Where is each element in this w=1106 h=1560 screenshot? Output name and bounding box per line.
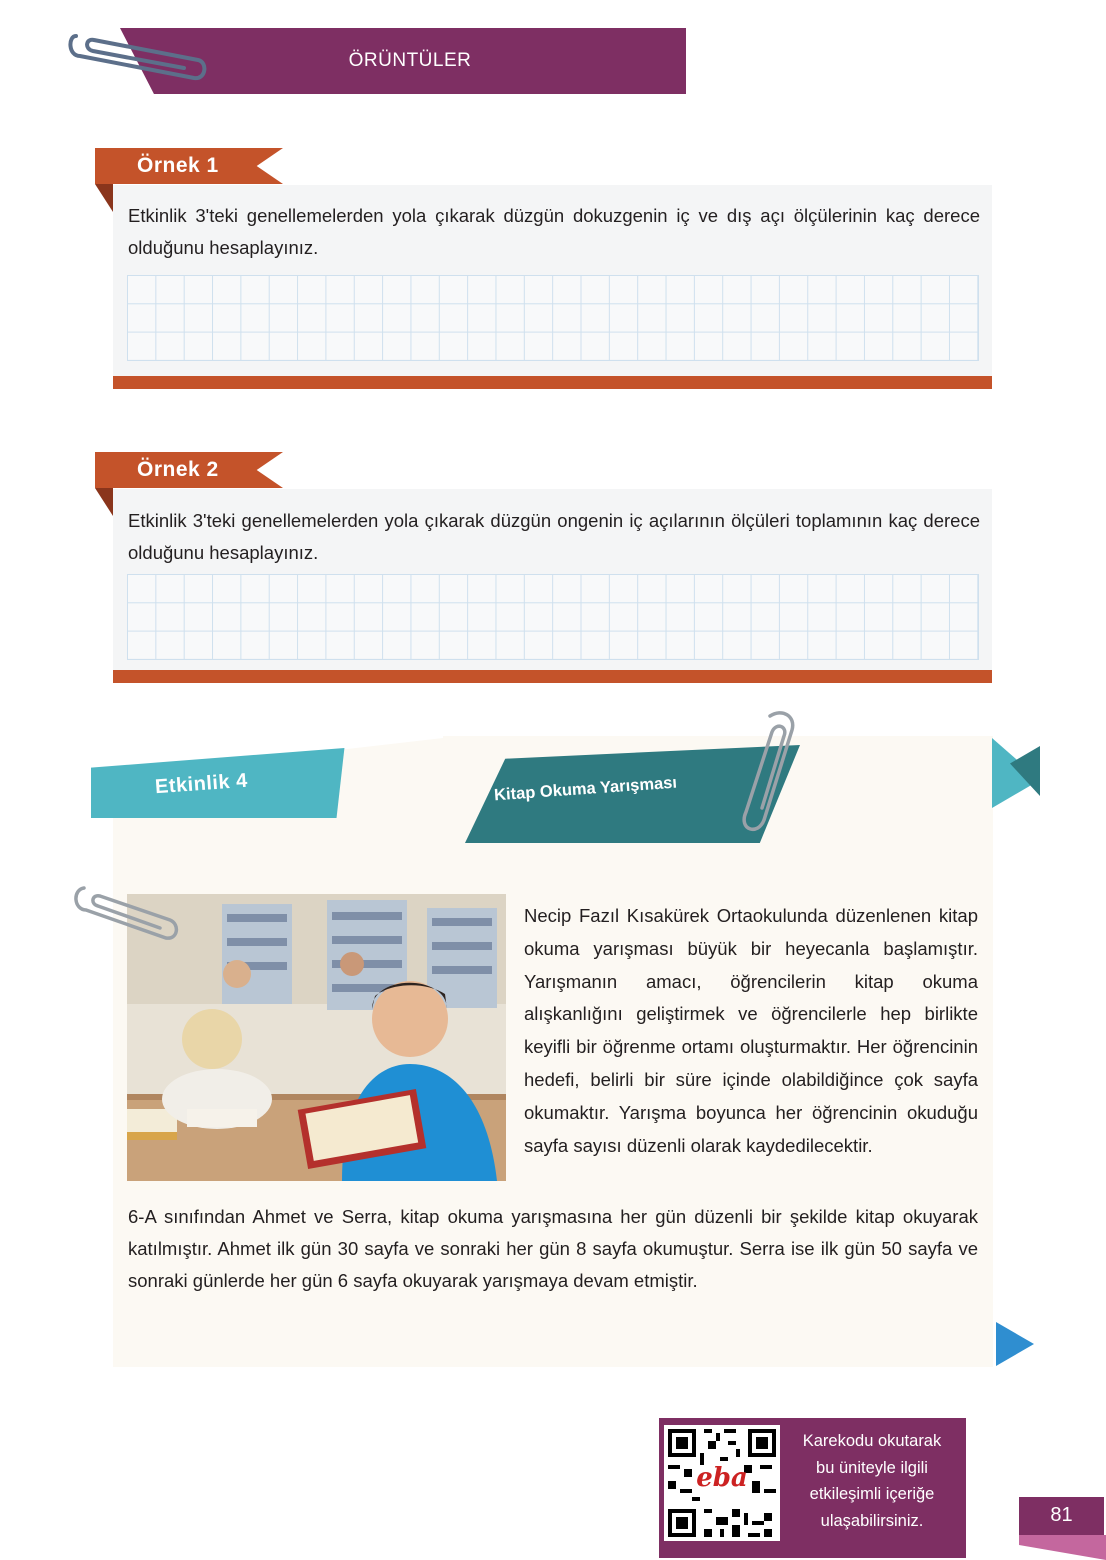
example-2-text: Etkinlik 3'teki genellemelerden yola çıkarak düzgün ongenin iç açılarının ölçüleri toplamının kaç derece olduğunu hesaplayınız.	[128, 510, 980, 563]
tag-fold	[95, 488, 113, 516]
example-1-text: Etkinlik 3'teki genellemelerden yola çıkarak düzgün dokuzgenin iç ve dış açı ölçülerinin kaç derece olduğunu hesaplayınız.	[128, 205, 980, 258]
page-title: ÖRÜNTÜLER	[348, 50, 472, 71]
qr-caption-line: ulaşabilirsiniz.	[820, 1511, 924, 1530]
qr-caption-line: bu üniteyle ilgili	[816, 1458, 928, 1477]
next-arrow-icon[interactable]	[996, 1322, 1034, 1366]
example-1-label: Örnek 1	[137, 154, 219, 177]
page-number: 81	[1019, 1497, 1104, 1535]
paperclip-icon	[742, 708, 802, 838]
eba-logo: eba	[696, 1463, 748, 1493]
answer-grid-1[interactable]	[127, 275, 979, 361]
example-1-rule	[113, 376, 992, 389]
paperclip-icon	[66, 22, 211, 84]
qr-caption-line: etkileşimli içeriğe	[809, 1485, 935, 1503]
page-number-tail	[1019, 1535, 1106, 1560]
paperclip-icon	[70, 878, 180, 946]
example-2-label: Örnek 2	[137, 458, 219, 481]
photo-illustration	[127, 894, 506, 1181]
activity-body: 6-A sınıfından Ahmet ve Serra, kitap okuma yarışmasına her gün düzenli bir şekilde kitap okuyarak katılmıştır. Ahmet ilk gün 30 sayfa ve sonraki her gün 8 sayfa okumuştur. Serra ise ilk gün 50 sayfa ve sonraki günlerde her gün 6 sayfa okuyarak yarışmaya devam etmiştir.	[128, 1206, 978, 1291]
activity-intro: Necip Fazıl Kısakürek Ortaokulunda düzenlenen kitap okuma yarışması büyük bir heyecanla başlamıştır. Yarışmanın amacı, öğrencilerin kitap okuma alışkanlığını geliştirmek ve öğrencilerle hep birlikte keyifli bir öğrenme ortamı oluşturmaktır. Her öğrencinin hedefi, belirli bir süre içinde olabildiğince çok sayfa okumaktır. Yarışma boyunca her öğrencinin okuduğu sayfa sayısı düzenli olarak kaydedilecektir.	[524, 905, 978, 1156]
example-2-rule	[113, 670, 992, 683]
tag-fold	[95, 184, 113, 212]
reading-children-photo	[127, 894, 506, 1181]
qr-caption-line: Karekodu okutarak	[802, 1432, 942, 1450]
activity-title: Kitap Okuma Yarışması	[493, 773, 678, 805]
answer-grid-2[interactable]	[127, 574, 979, 660]
qr-caption	[786, 1428, 958, 1534]
activity-label: Etkinlik 4	[154, 769, 249, 799]
